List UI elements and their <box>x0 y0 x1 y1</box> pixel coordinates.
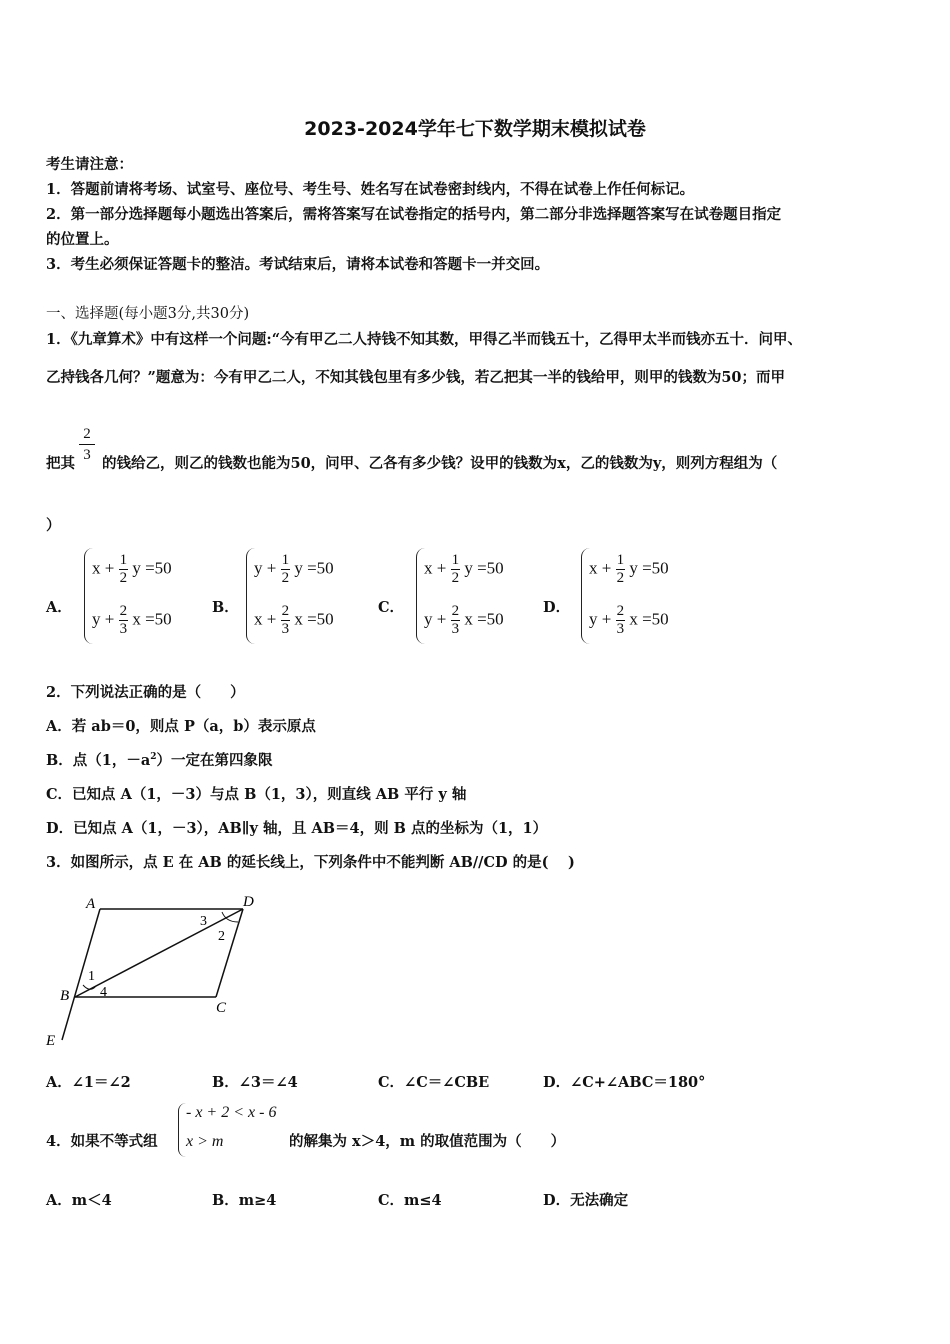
segment-dc <box>216 909 243 997</box>
q2-option-b-sup: 2 <box>150 752 157 763</box>
label-angle-4: 4 <box>100 985 107 1000</box>
q3-option-a[interactable]: A．∠1＝∠2 <box>46 1074 131 1091</box>
q1-line-4: ） <box>46 517 61 534</box>
q4-brace <box>178 1103 186 1157</box>
q1-option-b-eq2 <box>254 603 334 638</box>
q1-option-c-eq1 <box>424 552 504 587</box>
eq-lead: x + <box>589 558 612 578</box>
q1-fraction-den: 3 <box>83 447 91 463</box>
q1-fraction <box>79 424 95 465</box>
q2-option-a[interactable]: A．若 ab＝0，则点 P（a，b）表示原点 <box>46 718 316 735</box>
q2-option-d[interactable]: D．已知点 A（1，－3），AB∥y 轴，且 AB＝4，则 B 点的坐标为（1，1） <box>46 820 548 837</box>
q1-option-c-label[interactable]: C． <box>378 599 405 616</box>
q1-option-d-eq2 <box>589 603 669 638</box>
q1-option-a-eq2 <box>92 603 172 638</box>
q1-option-d-eq1 <box>589 552 669 587</box>
q1-option-a-label[interactable]: A． <box>46 599 72 616</box>
notice-item-2: 2．第一部分选择题每小题选出答案后，需将答案写在试卷指定的括号内，第二部分非选择题答案写在试卷题目指定 <box>46 206 782 223</box>
eq-lead: x + <box>254 609 277 629</box>
eq-tail: y =50 <box>132 558 172 578</box>
fraction-half: $\frac{1}{2}$ <box>119 552 128 586</box>
q3-stem: 3．如图所示，点 E 在 AB 的延长线上，下列条件中不能判断 AB//CD 的是( ) <box>46 854 575 871</box>
q4-inequality-2: x > m <box>186 1133 224 1150</box>
q1-option-c-eq2 <box>424 603 504 638</box>
eq-lead: y + <box>589 609 612 629</box>
q2-option-b-post: ）一定在第四象限 <box>156 752 273 769</box>
diagonal-bd <box>75 909 243 997</box>
eq-tail: x =50 <box>629 609 669 629</box>
q1-line-2: 乙持钱各几何？”题意为：今有甲乙二人，不知其钱包里有多少钱，若乙把其一半的钱给甲，则甲的钱数为50；而甲 <box>46 369 786 386</box>
q1-option-b-label[interactable]: B． <box>212 599 239 616</box>
q3-option-d[interactable]: D．∠C+∠ABC＝180° <box>543 1074 706 1091</box>
fraction-half: $\frac{1}{2}$ <box>616 552 625 586</box>
eq-tail: x =50 <box>294 609 334 629</box>
label-angle-2: 2 <box>218 929 225 944</box>
label-c: C <box>216 1000 227 1016</box>
q1-line-1: 1．《九章算术》中有这样一个问题:“今有甲乙二人持钱不知其数，甲得乙半而钱五十，乙得甲太半而钱亦五十．问甲、 <box>46 331 803 348</box>
q1-line-3-prefix: 把其 <box>46 455 75 472</box>
label-e: E <box>46 1033 56 1049</box>
fraction-two-thirds: $\frac{2}{3}$ <box>119 603 128 637</box>
eq-tail: x =50 <box>132 609 172 629</box>
q1-option-a-eq1 <box>92 552 172 587</box>
eq-tail: y =50 <box>294 558 334 578</box>
q1-line-3-suffix: 的钱给乙，则乙的钱数也能为50，问甲、乙各有多少钱？设甲的钱数为x，乙的钱数为y，则列方程组为（ <box>102 455 778 472</box>
label-angle-1: 1 <box>88 969 95 984</box>
q2-option-b[interactable] <box>46 749 273 770</box>
notice-item-1: 1．答题前请将考场、试室号、座位号、考生号、姓名写在试卷密封线内，不得在试卷上作任何标记。 <box>46 181 695 198</box>
q4-inequality-1: - x + 2 < x - 6 <box>186 1104 277 1121</box>
notice-heading: 考生请注意： <box>46 156 133 173</box>
q3-option-c[interactable]: C．∠C＝∠CBE <box>378 1074 490 1091</box>
q3-figure <box>40 890 270 1055</box>
q2-option-b-pre: B．点（1，－a <box>46 752 151 769</box>
section-heading: 一、选择题(每小题3分,共30分) <box>46 306 250 322</box>
eq-tail: x =50 <box>464 609 504 629</box>
label-angle-3: 3 <box>200 914 207 929</box>
label-b: B <box>60 988 70 1004</box>
notice-item-2-cont: 的位置上。 <box>46 231 119 248</box>
fraction-half: $\frac{1}{2}$ <box>281 552 290 586</box>
q4-option-b[interactable]: B．m≥4 <box>212 1192 277 1209</box>
notice-item-3: 3．考生必须保证答题卡的整洁。考试结束后，请将本试卷和答题卡一并交回。 <box>46 256 550 273</box>
eq-lead: y + <box>254 558 277 578</box>
eq-lead: y + <box>424 609 447 629</box>
eq-lead: x + <box>424 558 447 578</box>
q4-stem-suffix: 的解集为 x＞4，m 的取值范围为（ ） <box>289 1133 566 1150</box>
page-title: 2023-2024学年七下数学期末模拟试卷 <box>304 118 646 140</box>
eq-tail: y =50 <box>464 558 504 578</box>
fraction-two-thirds: $\frac{2}{3}$ <box>451 603 460 637</box>
q3-option-b[interactable]: B．∠3＝∠4 <box>212 1074 298 1091</box>
q2-option-c[interactable]: C．已知点 A（1，－3）与点 B（1，3），则直线 AB 平行 y 轴 <box>46 786 467 803</box>
q1-option-b-eq1 <box>254 552 334 587</box>
q4-option-c[interactable]: C．m≤4 <box>378 1192 442 1209</box>
fraction-two-thirds: $\frac{2}{3}$ <box>281 603 290 637</box>
eq-tail: y =50 <box>629 558 669 578</box>
q1-fraction-num: 2 <box>79 424 95 445</box>
q2-stem: 2．下列说法正确的是（ ） <box>46 684 245 701</box>
eq-lead: y + <box>92 609 115 629</box>
fraction-two-thirds: $\frac{2}{3}$ <box>616 603 625 637</box>
q4-option-d[interactable]: D．无法确定 <box>543 1192 629 1209</box>
q4-stem-prefix: 4．如果不等式组 <box>46 1133 158 1150</box>
fraction-half: $\frac{1}{2}$ <box>451 552 460 586</box>
label-a: A <box>86 896 96 912</box>
q1-option-d-label[interactable]: D． <box>543 599 571 616</box>
q4-option-a[interactable]: A．m＜4 <box>46 1192 112 1209</box>
label-d: D <box>243 894 254 910</box>
eq-lead: x + <box>92 558 115 578</box>
